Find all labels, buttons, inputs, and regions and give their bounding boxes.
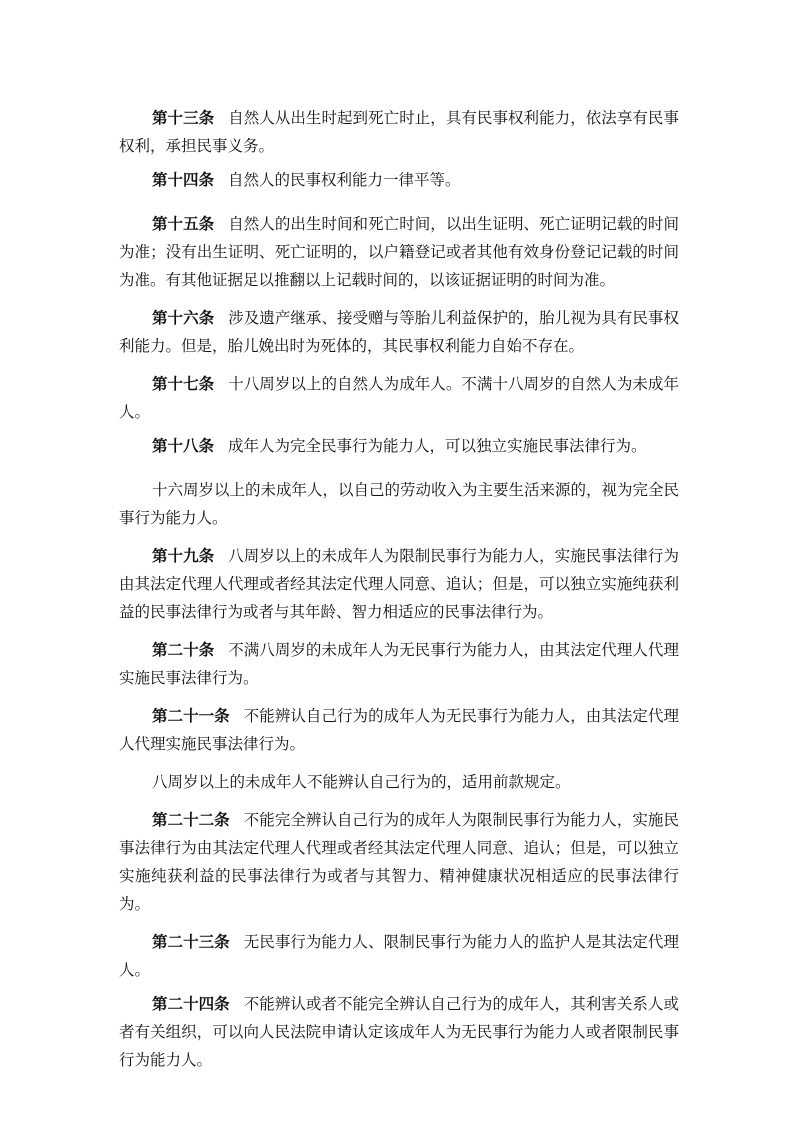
article-24 [119, 990, 679, 1074]
article-17 [119, 370, 679, 426]
article-number: 第二十四条 [152, 995, 230, 1013]
article-text: 涉及遗产继承、接受赠与等胎儿利益保护的，胎儿视为具有民事权利能力。但是，胎儿娩出时为死体的，其民事权利能力自始不存在。 [119, 309, 679, 355]
article-number: 第十三条 [152, 109, 215, 127]
article-text: 十六周岁以上的未成年人，以自己的劳动收入为主要生活来源的，视为完全民事行为能力人。 [119, 481, 680, 527]
article-14 [119, 166, 679, 194]
article-20 [119, 636, 679, 692]
document-page [119, 104, 679, 1074]
article-number: 第二十三条 [152, 933, 230, 951]
article-text: 自然人的出生时间和死亡时间，以出生证明、死亡证明记载的时间为准；没有出生证明、死亡证明的，以户籍登记或者其他有效身份登记记载的时间为准。有其他证据足以推翻以上记载时间的，以该证据证明的时间为准。 [119, 215, 679, 289]
article-text: 不能辨认或者不能完全辨认自己行为的成年人，其利害关系人或者有关组织，可以向人民法院申请认定该成年人为无民事行为能力人或者限制民事行为能力人。 [119, 995, 679, 1069]
article-16 [119, 304, 679, 360]
article-number: 第十八条 [152, 437, 215, 455]
article-number: 第十九条 [152, 547, 215, 565]
article-23 [119, 928, 679, 984]
article-22 [119, 806, 679, 918]
article-21-paragraph-2 [119, 768, 679, 796]
article-18 [119, 432, 679, 460]
article-text: 八周岁以上的未成年人为限制民事行为能力人，实施民事法律行为由其法定代理人代理或者经其法定代理人同意、追认；但是，可以独立实施纯获利益的民事法律行为或者与其年龄、智力相适应的民事法律行为。 [119, 547, 679, 621]
article-15 [119, 210, 679, 294]
article-number: 第十五条 [152, 215, 215, 233]
article-text: 十八周岁以上的自然人为成年人。不满十八周岁的自然人为未成年人。 [119, 375, 679, 421]
article-number: 第十四条 [152, 171, 215, 189]
article-text: 无民事行为能力人、限制民事行为能力人的监护人是其法定代理人。 [119, 933, 679, 979]
article-21 [119, 702, 679, 758]
article-text: 不能辨认自己行为的成年人为无民事行为能力人，由其法定代理人代理实施民事法律行为。 [119, 707, 679, 753]
article-number: 第十六条 [152, 309, 215, 327]
article-text: 不能完全辨认自己行为的成年人为限制民事行为能力人，实施民事法律行为由其法定代理人代理或者经其法定代理人同意、追认；但是，可以独立实施纯获利益的民事法律行为或者与其智力、精神健康状况相适应的民事法律行为。 [119, 811, 679, 913]
article-number: 第二十一条 [152, 707, 230, 725]
article-number: 第二十条 [152, 641, 215, 659]
article-13 [119, 104, 679, 160]
article-number: 第二十二条 [152, 811, 230, 829]
article-text: 八周岁以上的未成年人不能辨认自己行为的，适用前款规定。 [152, 773, 571, 791]
article-text: 自然人从出生时起到死亡时止，具有民事权利能力，依法享有民事权利，承担民事义务。 [119, 109, 679, 155]
article-text: 自然人的民事权利能力一律平等。 [228, 171, 461, 189]
article-number: 第十七条 [152, 375, 215, 393]
article-text: 成年人为完全民事行为能力人，可以独立实施民事法律行为。 [228, 437, 647, 455]
article-18-paragraph-2 [119, 476, 679, 532]
article-19 [119, 542, 679, 626]
article-text: 不满八周岁的未成年人为无民事行为能力人，由其法定代理人代理实施民事法律行为。 [119, 641, 679, 687]
